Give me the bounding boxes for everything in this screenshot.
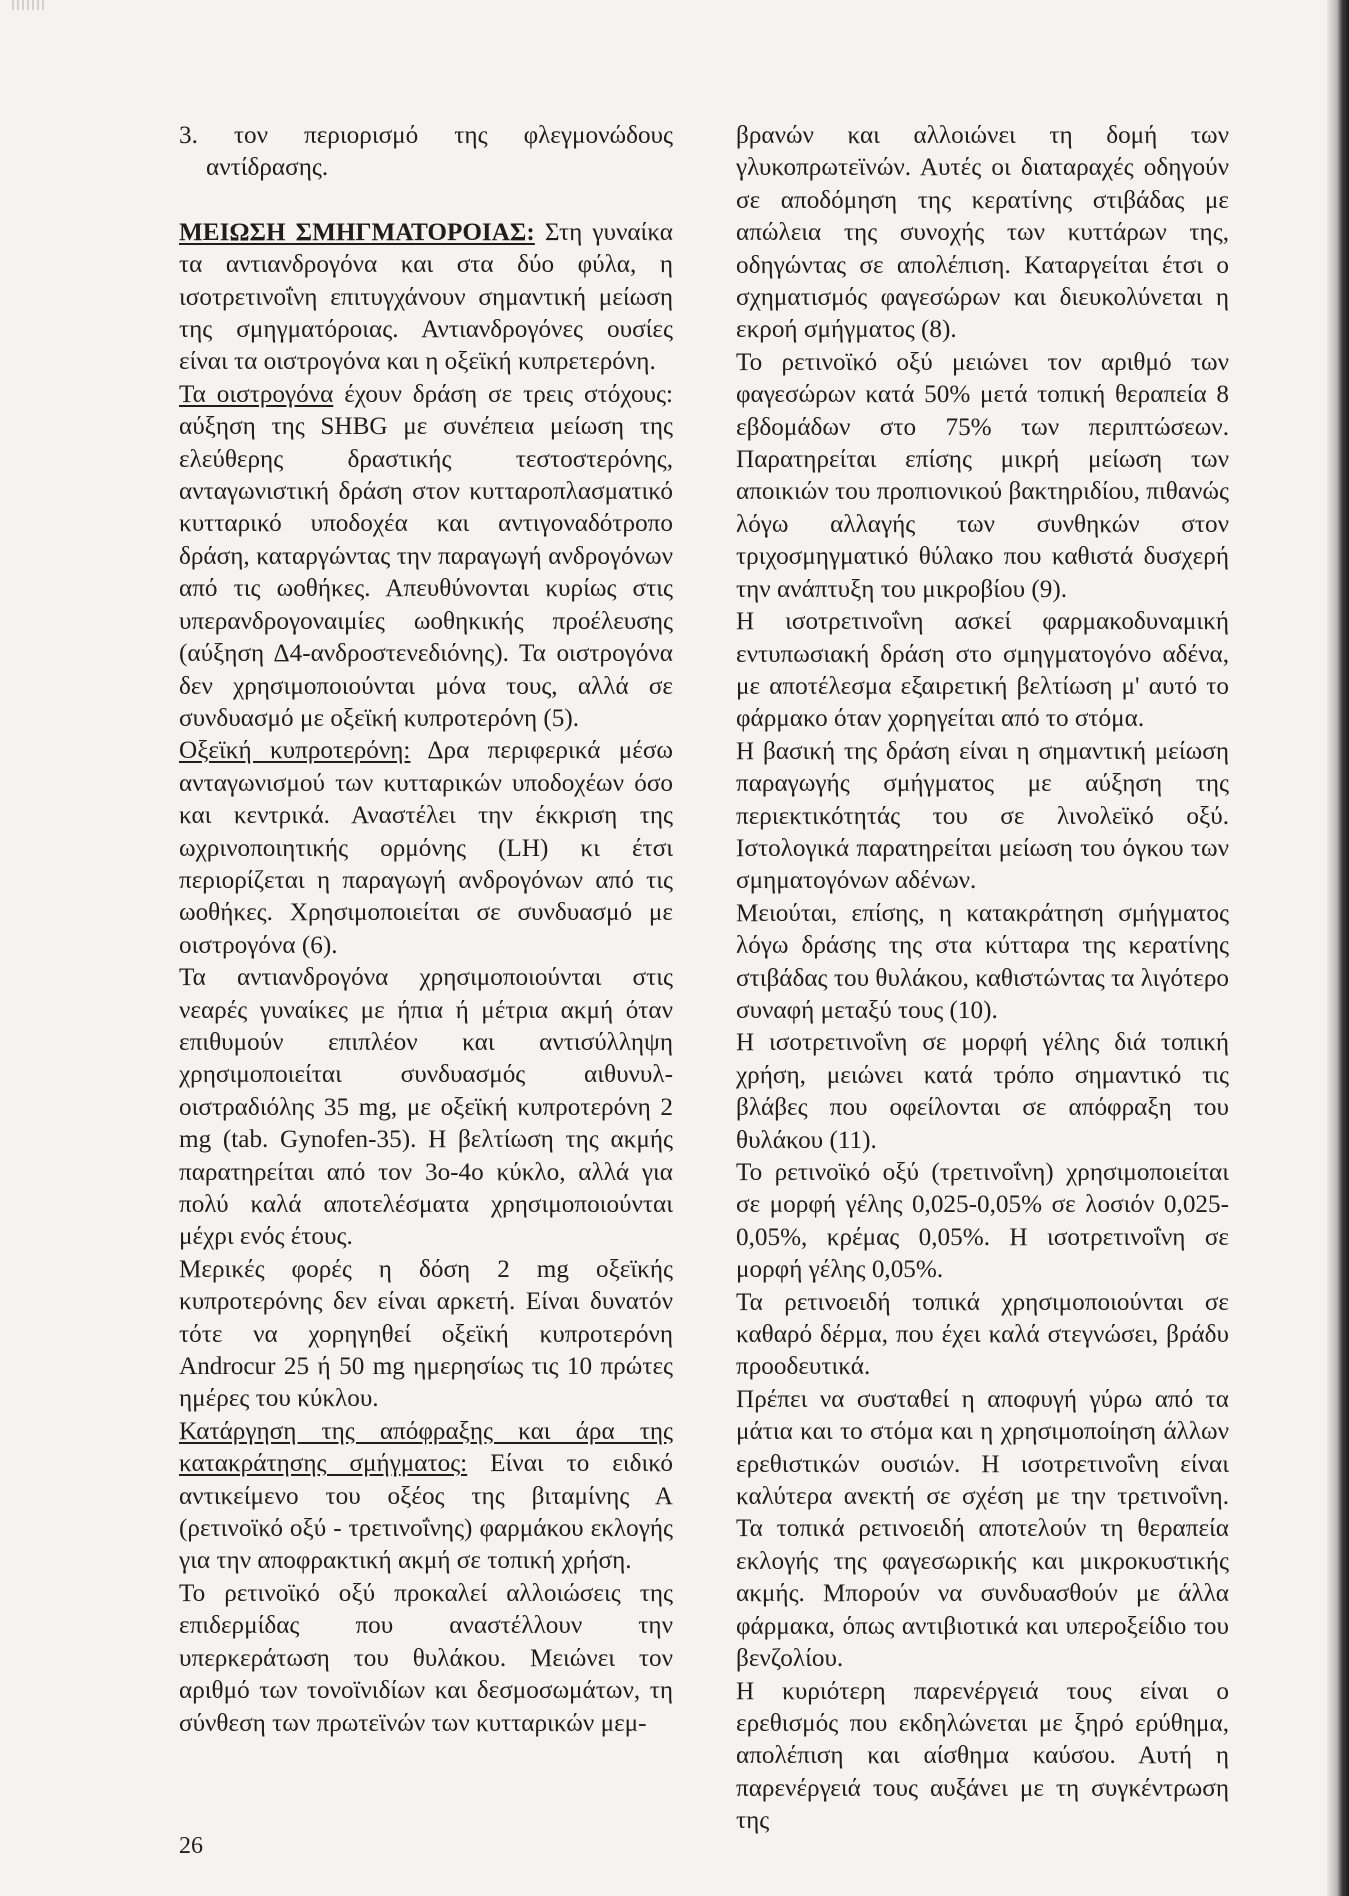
scan-artifact bbox=[12, 0, 46, 10]
paragraph-precautions: Πρέπει να συσταθεί η αποφυγή γύρω από τα μάτια και το στόμα και η χρησιμοποίηση άλλων ερεθιστικών ουσιών. Η ισοτρετινοΐνη είναι καλύτερα ανεκτή σε σχέση με την τρετινοΐνη. Τα τοπικά ρετινοειδή αποτελούν τη θεραπεία εκλογής της φαγεσωρικής και μικροκυστικής ακμής. Μπορούν να συνδυασθούν με άλλα φάρμακα, όπως αντιβιοτικά και υπεροξείδιο του βενζολίου. bbox=[736, 1385, 1229, 1673]
paragraph-cyproterone bbox=[179, 735, 673, 962]
paragraph-continued: βρανών και αλλοιώνει τη δομή των γλυκοπρωτεϊνών. Αυτές οι διαταραχές οδηγούν σε αποδόμηση της κερατίνης στιβάδας με απώλεια της συνοχής των κυττάρων της, οδηγώντας σε απολέπιση. Καταργείται έτσι ο σχηματισμός φαγεσώρων και διευκολύνεται η εκροή σμήγματος (8). bbox=[736, 122, 1229, 344]
paragraph-basic-action: Η βασική της δράση είναι η σημαντική μείωση παραγωγής σμήγματος με αύξηση της περιεκτικότητάς του σε λινολεϊκό οξύ. Ιστολογικά παρατηρείται μείωση του όγκου των σμηματογόνων αδένων. bbox=[736, 737, 1229, 895]
subheading-oestrogens: Τα οιστρογόνα bbox=[179, 380, 334, 408]
right-column bbox=[736, 120, 1229, 1838]
paragraph-text: έχουν δράση σε τρεις στόχους: αύξηση της SHBG με συνέπεια μείωση της ελεύθερης δραστικής τεστοστερόνης, ανταγωνιστική δράση στον κυτταροπλασματικό κυτταρικό υποδοχέα και αντιγοναδότροπο δράση, καταργώντας την παραγωγή ανδρογόνων από τις ωοθήκες. Απευθύνονται κυρίως στις υπερανδρογοναιμίες ωοθηκικής προέλευσης (αύξηση Δ4-ανδροστενεδιόνης). Τα οιστρογόνα δεν χρησιμοποιούνται μόνα τους, αλλά σε συνδυασμό με οξεϊκή κυπροτερόνη (5). bbox=[179, 380, 673, 732]
paragraph-retinoic-acid: Το ρετινοϊκό οξύ προκαλεί αλλοιώσεις της επιδερμίδας που αναστέλλουν την υπερκεράτωση του θυλάκου. Μειώνει τον αριθμό των τονοϊνιδίων και δεσμοσωμάτων, τη σύνθεση των πρωτεϊνών των κυτταρικών μεμ- bbox=[179, 1579, 673, 1737]
left-column bbox=[179, 120, 673, 1740]
paragraph-antiandrogens: Τα αντιανδρογόνα χρησιμοποιούνται στις νεαρές γυναίκες με ήπια ή μέτρια ακμή όταν επιθυμούν επιπλέον και αντισύλληψη χρησιμοποιείται συνδυασμός αιθυνυλ-οιστραδιόλης 35 mg, με οξεϊκή κυπροτερόνη 2 mg (tab. Gynofen-35). Η βελτίωση της ακμής παρατηρείται από τον 3ο-4ο κύκλο, αλλά για πολύ καλά αποτελέσματα χρησιμοποιούνται μέχρι ενός έτους. bbox=[179, 964, 673, 1251]
paragraph-side-effects: Η κυριότερη παρενέργειά τους είναι ο ερεθισμός που εκδηλώνεται με ξηρό ερύθημα, απολέπιση και αίσθημα καύσου. Αυτή η παρενέργειά τους αυξάνει με τη συγκέντρωση της bbox=[736, 1677, 1229, 1835]
paragraph-gel: Η ισοτρετινοΐνη σε μορφή γέλης διά τοπική χρήση, μειώνει κατά τρόπο σημαντικό τις βλάβες που οφείλονται σε απόφραξη του θυλάκου (11). bbox=[736, 1029, 1229, 1154]
section-heading: ΜΕΙΩΣΗ ΣΜΗΓΜΑΤΟΡΟΙΑΣ: bbox=[179, 218, 535, 246]
paragraph-comedones: Το ρετινοϊκό οξύ μειώνει τον αριθμό των φαγεσώρων κατά 50% μετά τοπική θεραπεία 8 εβδομάδων στο 75% των περιπτώσεων. Παρατηρείται επίσης μικρή μείωση των αποικιών του προπιονικού βακτηριδίου, πιθανώς λόγω αλλαγής των συνθηκών στον τριχοσμηγματικό θύλακο που καθιστά δυσχερή την ανάπτυξη του μικροβίου (9). bbox=[736, 348, 1229, 603]
paragraph-dose: Μερικές φορές η δόση 2 mg οξεϊκής κυπροτερόνης δεν είναι αρκετή. Είναι δυνατόν τότε να χορηγηθεί οξεϊκή κυπροτερόνη Androcur 25 ή 50 mg ημερησίως τις 10 πρώτες ημέρες του κύκλου. bbox=[179, 1255, 673, 1413]
paragraph-text: Είναι το ειδικό αντικείμενο του οξέος της βιταμίνης Α (ρετινοϊκό οξύ - τρετινοΐνης) φαρμάκου εκλογής για την αποφρακτική ακμή σε τοπική χρήση. bbox=[179, 1450, 674, 1575]
paragraph-application: Τα ρετινοειδή τοπικά χρησιμοποιούνται σε καθαρό δέρμα, που έχει καλά στεγνώσει, βράδυ προοδευτικά. bbox=[736, 1288, 1229, 1381]
subheading-comedolysis: Κατάργηση της απόφραξης και άρα της κατακράτησης σμήγματος: bbox=[179, 1417, 673, 1478]
paragraph-retention: Μειούται, επίσης, η κατακράτηση σμήγματος λόγω δράσης της στα κύτταρα της κερατίνης στιβάδας του θυλάκου, καθιστώντας τα λιγότερο συναφή μεταξύ τους (10). bbox=[736, 899, 1229, 1024]
list-item-3: 3. τον περιορισμό της φλεγμονώδους αντίδρασης. bbox=[179, 122, 673, 182]
subheading-cyproterone: Οξεϊκή κυπροτερόνη: bbox=[179, 737, 411, 765]
paragraph-text: Στη γυναίκα τα αντιανδρογόνα και στα δύο φύλα, η ισοτρετινοΐνη επιτυγχάνουν σημαντική μείωση της σμηγματόροιας. Αντιανδρογόνες ουσίες είναι τα οιστρογόνα και η οξεϊκή κυπρετερόνη. bbox=[179, 218, 673, 376]
paragraph-formulations: Το ρετινοϊκό οξύ (τρετινοΐνη) χρησιμοποιείται σε μορφή γέλης 0,025-0,05% σε λοσιόν 0,025-0,05%, κρέμας 0,05%. Η ισοτρετινοΐνη σε μορφή γέλης 0,05%. bbox=[736, 1159, 1229, 1284]
page-binding-edge bbox=[1327, 0, 1349, 1896]
paragraph-comedolysis bbox=[179, 1416, 673, 1578]
page-number: 26 bbox=[179, 1833, 203, 1859]
paragraph-text: Δρα περιφερικά μέσω ανταγωνισμού των κυτταρικών υποδοχέων όσο και κεντρικά. Αναστέλει την έκκριση της ωχρινοποιητικής ορμόνης (LH) κι έτσι περιορίζεται η παραγωγή ανδρογόνων από τις ωοθήκες. Χρησιμοποιείται σε συνδυασμό με οιστρογόνα (6). bbox=[179, 737, 673, 959]
paragraph-sebum-reduction bbox=[179, 217, 673, 379]
paragraph-oestrogens bbox=[179, 379, 673, 735]
paragraph-isotretinoin: Η ισοτρετινοΐνη ασκεί φαρμακοδυναμική εντυπωσιακή δράση στο σμηγματογόνο αδένα, με αποτέλεσμα εξαιρετική βελτίωση μ' αυτό το φάρμακο όταν χορηγείται από το στόμα. bbox=[736, 608, 1229, 733]
